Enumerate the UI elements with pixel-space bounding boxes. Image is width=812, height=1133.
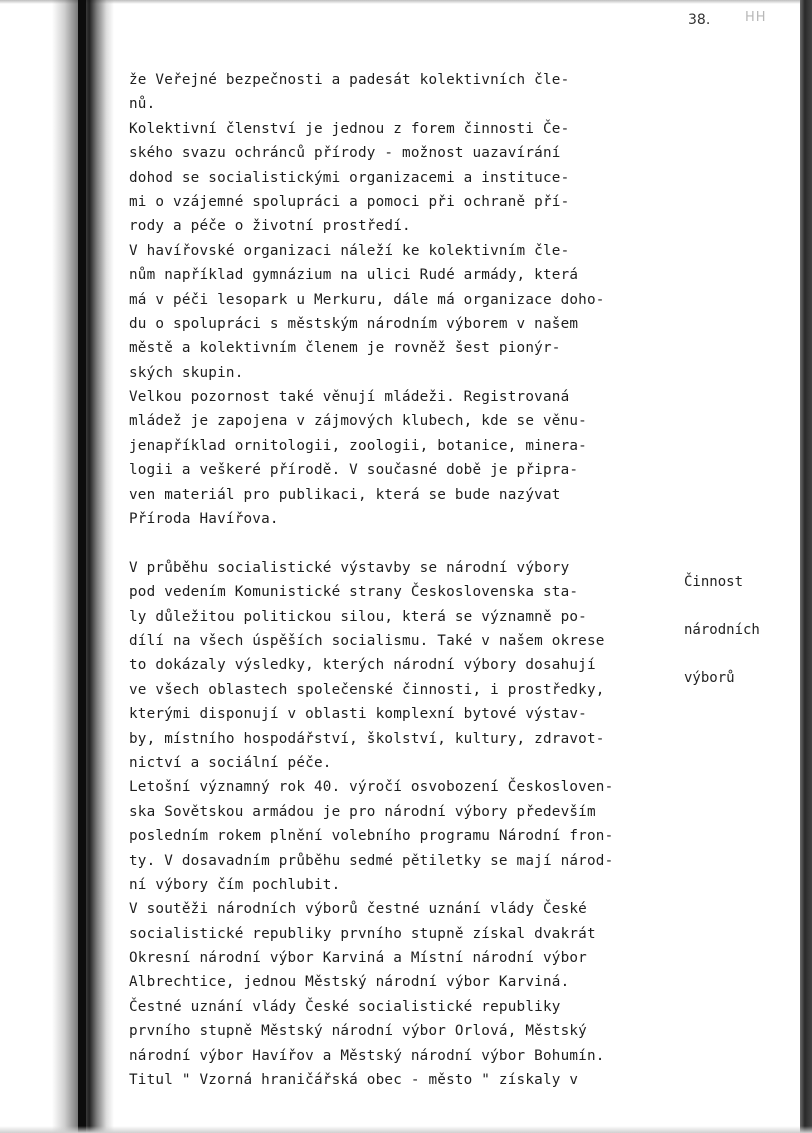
text-line: má v péči lesopark u Merkuru, dále má organizace doho- [129, 291, 605, 308]
margin-heading-line: výborů [684, 670, 735, 686]
text-line: Letošní významný rok 40. výročí osvobození Českosloven- [129, 779, 614, 796]
text-line: Albrechtice, jednou Městský národní výbor Karviná. [129, 974, 570, 991]
handwritten-initials: HH [745, 10, 767, 25]
text-line: Čestné uznání vlády České socialistické republiky [129, 998, 561, 1015]
text-line: ven materiál pro publikaci, která se bude nazývat [129, 486, 561, 503]
text-line: logii a veškeré přírodě. V současné době je připra- [129, 462, 579, 479]
text-line: nům například gymnázium na ulici Rudé armády, která [129, 267, 579, 284]
text-line: V havířovské organizaci náleží ke kolektivním čle- [129, 242, 570, 259]
text-line: mládež je zapojena v zájmových klubech, kde se věnu- [129, 413, 587, 430]
text-line: V průběhu socialistické výstavby se národní výbory [129, 559, 570, 576]
text-line: jenapříklad ornitologii, zoologii, botanice, minera- [129, 437, 587, 454]
text-line: že Veřejné bezpečnosti a padesát kolektivních čle- [129, 72, 570, 88]
text-line: pod vedením Komunistické strany Československa sta- [129, 584, 579, 601]
text-line: du o spolupráci s městským národním výborem v našem [129, 315, 579, 332]
text-line: Příroda Havířova. [129, 511, 279, 528]
text-line: mi o vzájemné spolupráci a pomoci při ochraně pří- [129, 193, 570, 210]
text-line: to dokázaly výsledky, kterých národní výbory dosahují [129, 657, 596, 674]
text-line: ní výbory čím pochlubit. [129, 876, 341, 893]
text-line: nictví a sociální péče. [129, 754, 332, 771]
binding-shadow [52, 0, 114, 1133]
text-line: městě a kolektivním členem je rovněž šest pionýr- [129, 340, 561, 357]
text-line: dohod se socialistickými organizacemi a institucе- [129, 169, 570, 186]
text-line: Titul " Vzorná hraničářská obec - město " získaly v [129, 1072, 579, 1089]
text-line [129, 531, 689, 555]
text-line: národní výbor Havířov a Městský národní výbor Bohumín. [129, 1047, 605, 1064]
text-line: prvního stupně Městský národní výbor Orlová, Městský [129, 1023, 587, 1040]
text-line: ty. V dosavadním průběhu sedmé pětiletky se mají národ- [129, 852, 614, 869]
scan-bottom-edge [0, 1126, 812, 1133]
margin-heading-line: národních [684, 622, 760, 638]
text-line: rody a péče o životní prostředí. [129, 218, 411, 235]
text-line: dílí na všech úspěších socialismu. Také v našem okrese [129, 632, 605, 649]
text-line: posledním rokem plnění volebního programu Národní fron- [129, 828, 614, 845]
text-line: nů. [129, 96, 156, 113]
page-number: 38. [688, 12, 711, 28]
text-line: ska Sovětskou armádou je pro národní výbory především [129, 803, 596, 820]
text-line: ve všech oblastech společenské činnosti, i prostředky, [129, 681, 605, 698]
text-line: V soutěži národních výborů čestné uznání vlády České [129, 901, 587, 918]
typewritten-body [129, 68, 689, 1092]
text-line: Velkou pozornost také věnují mládeži. Registrovaná [129, 389, 570, 406]
text-line: Kolektivní členství je jednou z forem činnosti Če- [129, 120, 570, 137]
text-line: ských skupin. [129, 364, 244, 381]
text-line: by, místního hospodářství, školství, kultury, zdravot- [129, 730, 605, 747]
text-line: Okresní národní výbor Karviná a Místní národní výbor [129, 950, 587, 967]
margin-heading-line: Činnost [684, 574, 744, 590]
margin-heading [684, 542, 760, 702]
text-line: kterými disponují v oblasti komplexní bytové výstav- [129, 706, 587, 723]
scan-top-edge [0, 0, 812, 4]
text-line: ského svazu ochránců přírody - možnost uazavírání [129, 145, 561, 162]
text-line: socialistické republiky prvního stupně získal dvakrát [129, 925, 596, 942]
scan-right-edge [800, 0, 812, 1133]
text-line: ly důležitou politickou silou, která se významně po- [129, 608, 587, 625]
